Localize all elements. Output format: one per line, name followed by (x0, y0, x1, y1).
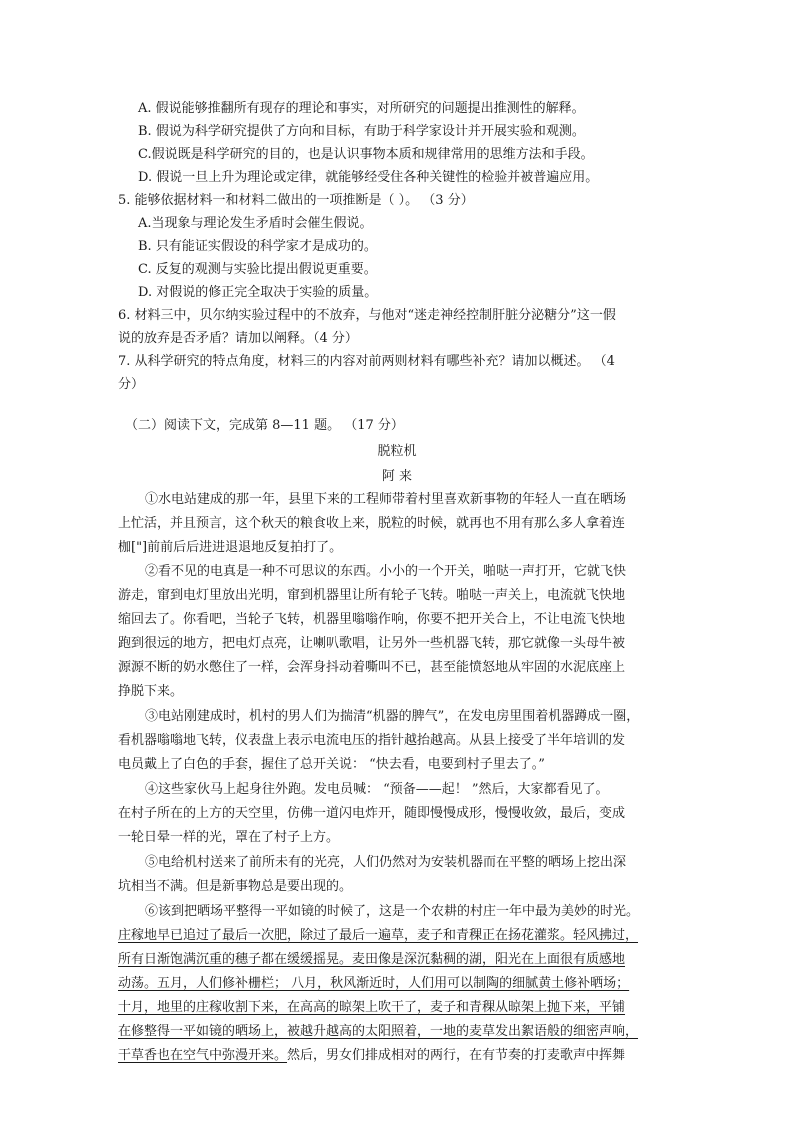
paragraph-line: ②看不见的电真是一种不可思议的东西。小小的一个开关，啪哒一声打开，它就飞快 (145, 564, 627, 579)
q5-option-a: A.当现象与理论发生矛盾时会催生假说。 (138, 216, 373, 231)
underlined-line: 庄稼地早已追过了最后一次肥，除过了最后一遍草，麦子和青稞正在扬花灌浆。轻风拂过， (118, 928, 639, 943)
q4-option-d: D. 假说一旦上升为理论或定律，就能够经受住各种关键性的检验并被普遍应用。 (138, 170, 599, 185)
paragraph-line: 游走，窜到电灯里放出光明，窜到机器里让所有轮子飞转。啪哒一声关上，电流就飞快地 (118, 588, 626, 603)
underlined-segment: 干草香也在空气中弥漫开来。 (118, 1048, 288, 1063)
q7-line-2: 分） (118, 377, 145, 392)
paragraph-line: 源源不断的奶水憋住了一样，会浑身抖动着嘶叫不已，甚至能愤怒地从牢固的水泥底座上 (118, 660, 626, 675)
underlined-line: 十月，地里的庄稼收割下来，在高高的晾架上吹干了，麦子和青稞从晾架上抛下来，平铺 (118, 1000, 626, 1015)
q4-option-b: B. 假说为科学研究提供了方向和目标，有助于科学家设计并开展实验和观测。 (138, 124, 585, 139)
q5-option-d: D. 对假说的修正完全取决于实验的质量。 (138, 285, 378, 300)
paragraph-line: ⑤电给机村送来了前所未有的光亮，人们仍然对为安装机器而在平整的晒场上挖出深 (145, 855, 627, 870)
underlined-line: 所有日渐饱满沉重的穗子都在缓缓摇晃。麦田像是深沉黏稠的湖，阳光在上面很有质感地 (118, 952, 626, 967)
section-heading: （二）阅读下文，完成第 8—11 题。 （17 分） (125, 418, 404, 433)
q5-stem: 5. 能够依据材料一和材料二做出的一项推断是（ ）。 （3 分） (118, 193, 474, 208)
q5-option-b: B. 只有能证实假设的科学家才是成功的。 (138, 239, 377, 254)
article-title: 脱粒机 (377, 444, 417, 459)
q4-option-a: A. 假说能够推翻所有现存的理论和事实，对所研究的问题提出推测性的解释。 (138, 101, 585, 116)
underlined-line: 动荡。五月，人们修补栅栏； 八月，秋风渐近时，人们用可以制陶的细腻黄土修补晒场； (118, 976, 630, 991)
q7-line-1: 7. 从科学研究的特点角度，材料三的内容对前两则材料有哪些补充？请加以概述。 （4 (118, 354, 615, 369)
q5-option-c: C. 反复的观测与实验比提出假说更重要。 (138, 262, 377, 277)
paragraph-line: 缩回去了。你看吧，当轮子飞转，机器里嗡嗡作响，你要不把开关合上，不让电流飞快地 (118, 612, 626, 627)
q6-line-1: 6. 材料三中，贝尔纳实验过程中的不放弃，与他对“迷走神经控制肝脏分泌糖分”这一假 (118, 308, 616, 323)
paragraph-line: 跑到很远的地方，把电灯点亮，让喇叭歌唱，让另外一些机器飞转，那它就像一头母牛被 (118, 636, 626, 651)
paragraph-line: 挣脱下来。 (118, 684, 184, 699)
paragraph-line: 坑相当不满。但是新事物总是要出现的。 (118, 879, 353, 894)
paragraph-line: ⑥该到把晒场平整得一平如镜的时候了，这是一个农耕的村庄一年中最为美妙的时光。 (145, 904, 640, 919)
paragraph-line: 看机器嗡嗡地飞转，仪表盘上表示电流电压的指针越抬越高。从县上接受了半年培训的发 (118, 733, 626, 748)
paragraph-line: 在村子所在的上方的天空里，仿佛一道闪电炸开，随即慢慢成形，慢慢收敛，最后，变成 (118, 806, 626, 821)
q4-option-c: C.假说既是科学研究的目的，也是认识事物本质和规律常用的思维方法和手段。 (138, 147, 594, 162)
plain-segment: 然后，男女们排成相对的两行，在有节奏的打麦歌声中挥舞 (287, 1048, 626, 1063)
paragraph-line: ④这些家伙马上起身往外跑。发电员喊： “预备——起！ ”然后，大家都看见了。 (145, 782, 609, 797)
paragraph-line: ③电站刚建成时，机村的男人们为揣清“机器的脾气”，在发电房里围着机器蹲成一圈， (145, 709, 640, 724)
paragraph-line: ①水电站建成的那一年，县里下来的工程师带着村里喜欢新事物的年轻人一直在晒场 (145, 492, 627, 507)
paragraph-line: 一轮日晕一样的光，罩在了村子上方。 (118, 830, 340, 845)
underlined-line: 在修整得一平如镜的晒场上，被越升越高的太阳照着，一地的麦草发出絮语般的细密声响， (118, 1024, 639, 1039)
article-author: 阿 来 (381, 469, 413, 484)
paragraph-line: 枷["]前前后后进进退退地反复拍打了。 (118, 540, 343, 555)
paragraph-line: 电员戴上了白色的手套，握住了总开关说： “快去看，电要到村子里去了。” (118, 757, 545, 772)
q6-line-2: 说的放弃是否矛盾？请加以阐释。（4 分） (118, 331, 358, 346)
paragraph-line-mixed (118, 1045, 625, 1067)
paragraph-line: 上忙活，并且预言，这个秋天的粮食收上来，脱粒的时候，就再也不用有那么多人拿着连 (118, 516, 626, 531)
